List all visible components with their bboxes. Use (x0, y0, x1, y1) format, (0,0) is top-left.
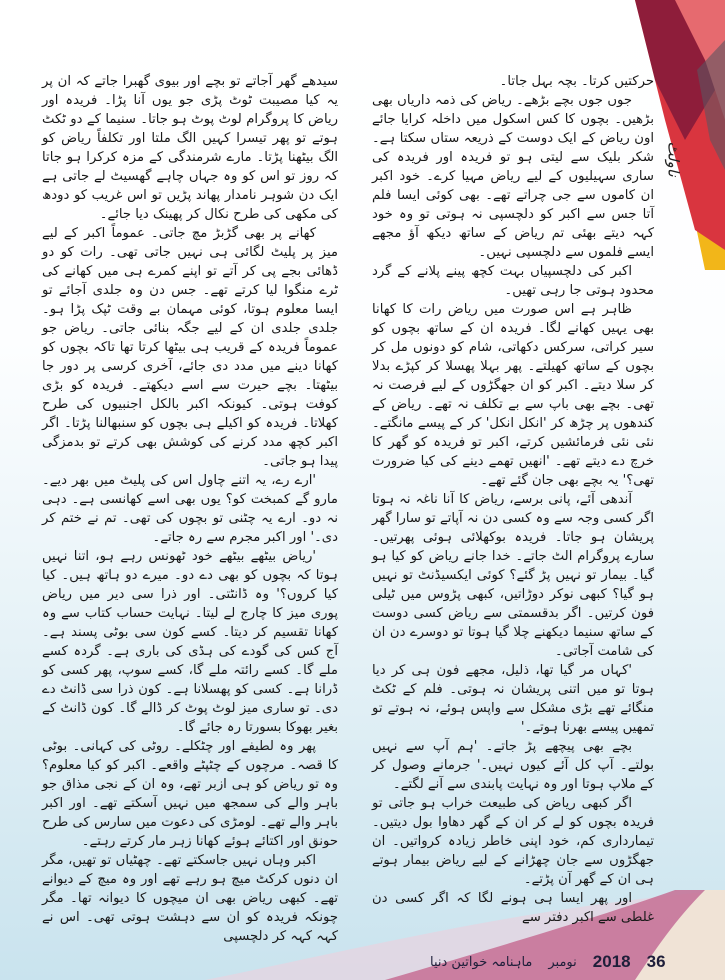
paragraph: جوں جوں بچے بڑھے۔ ریاض کی ذمہ داریاں بھی بڑھیں۔ بچوں کا کس اسکول میں داخلہ کرایا جائے اون ریاض کے ایک دوست کے ذریعہ ستاں سکتا ہے۔ شکر بلیک سے لیتی ہو تو فریدہ اور فریدہ کی ساری سہیلیوں کے لیے ریاض مہیا کرے۔ خود اکبر ان کاموں سے جی چراتے تھے۔ بھی کوئی ایسا فلم آتا جس سے اکبر کو دلچسپی نہ ہوتی تو وہ خود کہہ دیتے بھئی تم ریاض کے ساتھ دیکھ آؤ مجھے ایسے فلموں سے دلچسپی نہیں۔ (372, 93, 654, 260)
paragraph: سیدھے گھر آجاتے تو بچے اور بیوی گھبرا جاتے کہ ان پر یہ کیا مصیبت ٹوٹ پڑی جو یوں آنا پڑا۔ فریدہ اور ریاض کا پروگرام لوٹ پوٹ ہو جاتا۔ سنیما کے دو ٹکٹ ہوتے تو پھر تیسرا کہیں الگ ملتا اور تکلفاً ریاض کو الگ بیٹھنا پڑتا۔ مارے شرمندگی کے مزہ کرکرا ہو جاتا کہ روز تو اس کو وہ جہاں چاہے گھسیٹ لے جاتی ہے ایک دن شوہر نامدار پھاند پڑیں تو اس غریب کو دودھ کی مکھی کی طرح نکال کر پھینک دیا جائے۔ (42, 74, 338, 222)
section-label: ناولٹ (664, 141, 683, 177)
page-footer (430, 952, 666, 972)
paragraph: 'کہاں مر گیا تھا، ذلیل، مجھے فون ہی کر دیا ہوتا تو میں اتنی پریشان نہ ہوتی۔ فلم کے ٹکٹ منگائے تھے بڑی مشکل سے واپس ہوئے، نہ ہوتے تو تمھیں پیسے بھرنا ہوتے۔' (372, 663, 654, 735)
paragraph: آندھی آئے، پانی برسے، ریاض کا آنا ناغہ نہ ہوتا اگر کسی وجہ سے وہ کسی دن نہ آپاتے تو سارا گھر پریشان ہو جاتا۔ فریدہ بوکھلائی ہوئی پھرتیں۔ سارے پروگرام الٹ جاتے۔ خدا جانے ریاض کو کیا ہو گیا۔ بیمار تو نہیں پڑ گئے؟ کوئی ایکسیڈنٹ تو نہیں ہو گیا؟ کبھی نوکر دوڑاتیں، کبھی پڑوس میں ٹیلی فون کرتیں۔ اگر بدقسمتی سے ریاض کسی دوست کے ساتھ سنیما دیکھنے چلا گیا ہوتا تو دوسرے دن ان کی شامت آجاتی۔ (372, 492, 654, 659)
paragraph: 'ارے رے، یہ اتنے چاول اس کی پلیٹ میں بھر دیے۔ مارو گے کمبخت کو؟ یوں بھی اسے کھانسی ہے۔ دہی نہ دو۔ ارے یہ چٹنی تو بچوں کی تھی۔ تم نے ختم کر دی۔' اور اکبر مجرم سے رہ جاتے۔ (42, 473, 338, 545)
paragraph: کھانے پر بھی گڑبڑ مچ جاتی۔ عموماً اکبر کے لیے میز پر پلیٹ لگائی ہی نہیں جاتی تھی۔ رات کو دو ڈھائی بجے پی کر آتے تو اپنے کمرے ہی میں کھانے کی ٹرے منگوا لیا کرتے تھے۔ جس دن وہ جلدی آجائے تو ایسا معلوم ہوتا، کوئی مہمان بے وقت ٹپک پڑا ہو۔ جلدی جلدی ان کے لیے جگہ بنائی جاتی۔ ریاض جو عموماً فریدہ کے قریب ہی بیٹھا کرتا تھا تاکہ بچوں کو کھانا دینے میں مدد دی جائے، آخری کرسی پر دور جا بیٹھتا۔ بچے حیرت سے اسے دیکھتے۔ فریدہ کو بڑی کوفت ہوتی۔ کیونکہ اکبر بالکل اجنبیوں کی طرح کھلاتا۔ فریدہ کو اکیلے ہی بچوں کو سنبھالنا پڑتا۔ اگر اکبر کچھ مدد کرنے کی کوشش بھی کرتے تو بدمزگی پیدا ہو جاتی۔ (42, 226, 338, 469)
paragraph: 'ریاض بیٹھے بیٹھے خود ٹھونس رہے ہو، اتنا نہیں ہوتا کہ بچوں کو بھی دے دو۔ میرے دو ہاتھ ہیں۔ کیا کیا کروں؟' وہ ڈانٹتی۔ اور ذرا سی دیر میں ریاض پوری میز کا چارج لے لیتا۔ نہایت حساب کتاب سے وہ کھانا تقسیم کر دیتا۔ کسے کون سی بوٹی پسند ہے۔ آج کس کی گودے کی ہڈی کی باری ہے۔ گردہ کسے ملے گا۔ کسے رائتہ ملے گا، کسے سوپ، پھر کسی کو ڈرانا ہے۔ کسی کو پھسلانا ہے۔ کون ذرا سی ڈانٹ دے دی۔ تو ساری میز لوٹ پوٹ کر ڈالے گا۔ کون ڈانٹ کے بغیر بھوکا بسورتا رہ جائے گا۔ (42, 549, 338, 735)
paragraph: اگر کبھی ریاض کی طبیعت خراب ہو جاتی تو فریدہ بچوں کو لے کر ان کے گھر دھاوا بول دیتیں۔ تیمارداری کم، خود اپنی خاطر زیادہ کرواتیں۔ ان جھگڑوں سے جان چھڑانے کے لیے ریاض بیمار ہوتے ہی ان کے گھر آن پڑتے۔ (372, 796, 654, 887)
paragraph: پھر وہ لطیفے اور چٹکلے۔ روٹی کی کہانی۔ بوٹی کا قصہ۔ مرچوں کے چٹپٹے واقعے۔ اکبر کو کیا معلوم؟ وہ تو ریاض کو ہی ازبر تھے، وہ ان کے نجی مذاق جو باہر والے کی سمجھ میں نہیں آسکتے تھے۔ اور اکبر باہر والے تھے۔ لومڑی کی دعوت میں سارس کی طرح حونق اور اکتائے ہوئے کھانا زہر مار کرتے رہتے۔ (42, 739, 338, 849)
paragraph: اور پھر ایسا ہی ہونے لگا کہ اگر کسی دن غلطی سے اکبر دفتر سے (372, 891, 654, 925)
paragraph: حرکتیں کرتا۔ بچہ بہل جاتا۔ (499, 74, 654, 89)
paragraph: اکبر کی دلچسپیاں بہت کچھ پینے پلانے کے گرد محدود ہوتی جا رہی تھیں۔ (372, 264, 654, 298)
paragraph: ظاہر ہے اس صورت میں ریاض رات کا کھانا بھی یہیں کھانے لگا۔ فریدہ ان کے ساتھ بچوں کو سیر کراتی، سرکس دکھاتی، شام کو دونوں مل کر بچوں کے ساتھ کھیلتے۔ پھر بہلا پھسلا کر کپڑے بدلا کر سلا دیتے۔ اکبر کو ان جھگڑوں کے لیے فرصت نہ تھی۔ بچے بھی باپ سے بے تکلف نہ تھے۔ ریاض کے کندھوں پر چڑھ کر 'انکل انکل' کر کے پیسے مانگتے۔ نئی نئی فرمائشیں کرتے، اکبر تو فریدہ کو گھر کا خرچ دے دیتے تھے۔ 'انھیں تھمے دینے کی کیا ضرورت تھی؟' یہ بچے بھی جان گئے تھے۔ (372, 302, 654, 488)
left-text-column (42, 72, 338, 946)
paragraph: اکبر وہاں نہیں جاسکتے تھے۔ چھٹیاں تو تھیں، مگر ان دنوں کرکٹ میچ ہو رہے تھے اور وہ میچ کے دیوانے تھے۔ کبھی ریاض بھی ان میچوں کا دیوانہ تھا۔ مگر چونکہ فریدہ کو ان سے دہشت ہوتی تھی۔ اس نے کہہ کہہ کر دلچسپی (42, 853, 338, 944)
paragraph: بچے بھی پیچھے پڑ جاتے۔ 'ہم آپ سے نہیں بولتے۔ آپ کل آئے کیوں نہیں۔' جرمانے وصول کر کے ملاپ ہوتا اور وہ نہایت پابندی سے آنے لگتے۔ (372, 739, 654, 792)
issue-year: 2018 (592, 952, 631, 971)
issue-month: نومبر (548, 954, 577, 970)
magazine-name: ماہنامہ خواتین دنیا (430, 954, 533, 970)
right-text-column (372, 72, 654, 927)
page-number: 36 (646, 952, 666, 971)
